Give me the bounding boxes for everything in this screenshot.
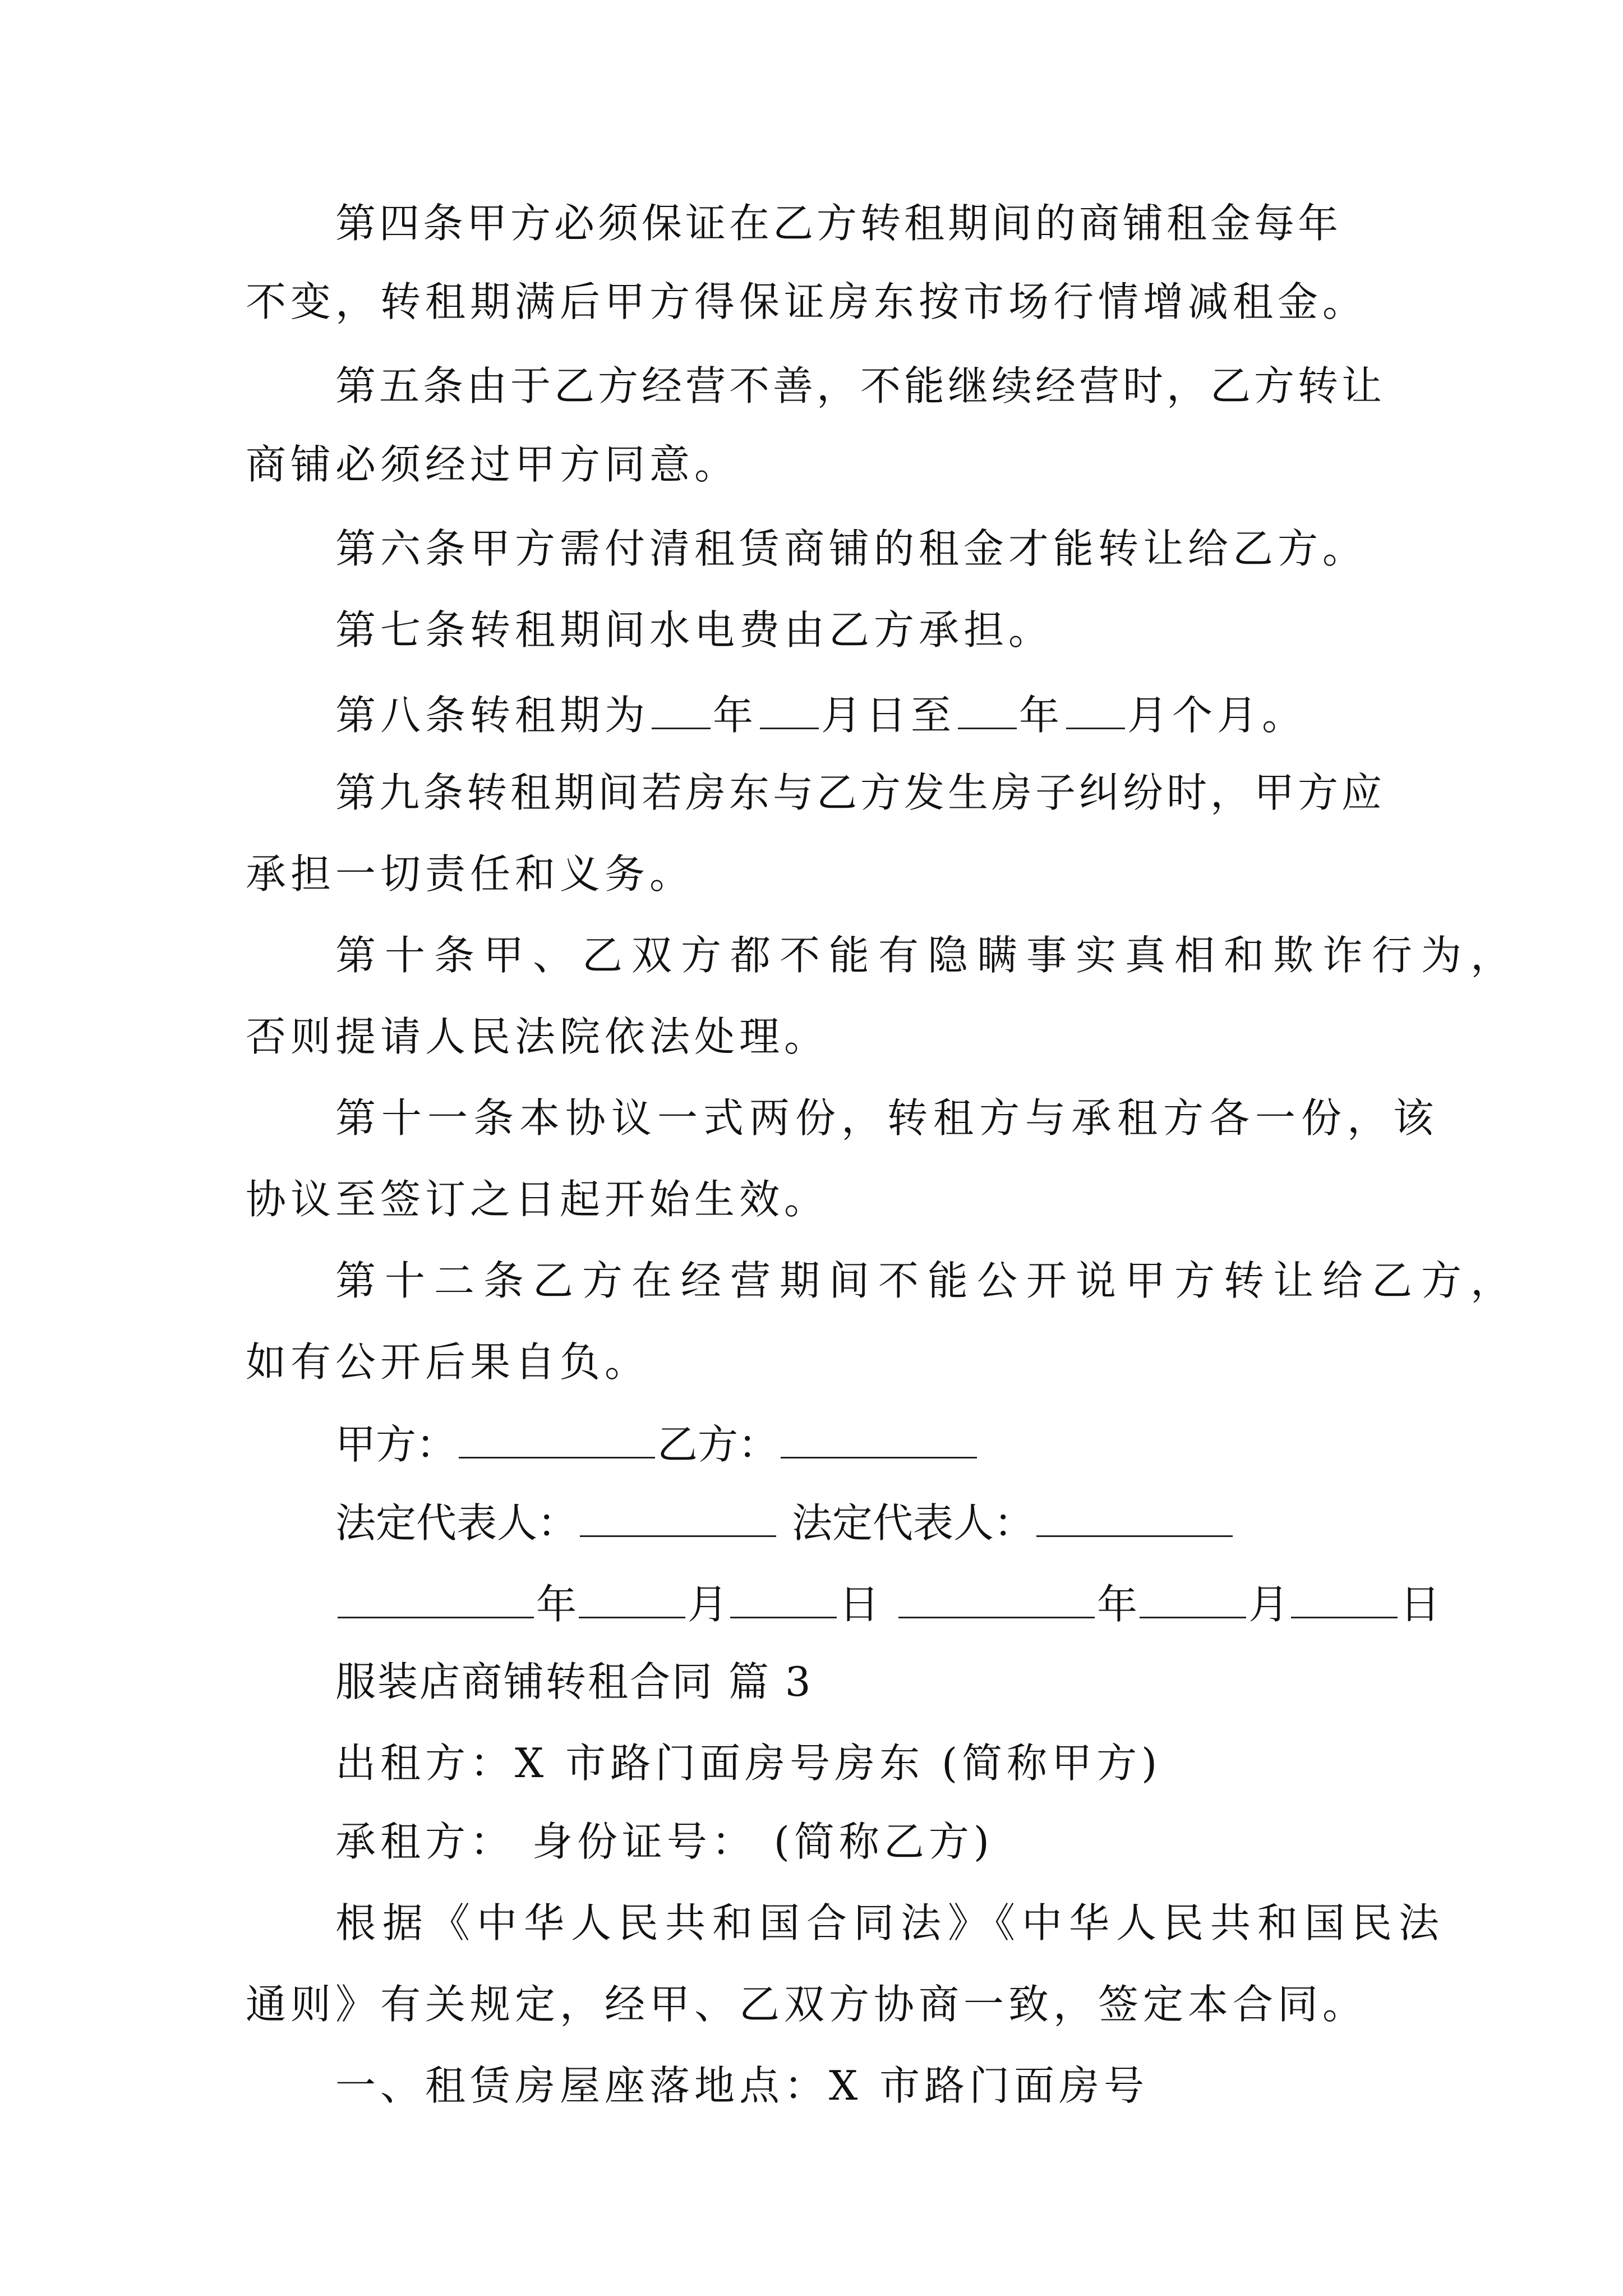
party-a-day-blank xyxy=(730,1580,837,1618)
article-11-line-2: 协议至签订之日起开始生效。 xyxy=(246,1176,829,1223)
article-11-line-1: 第十一条本协议一式两份，转租方与承租方各一份，该 xyxy=(335,1094,1440,1142)
party-b-day-label: 日 xyxy=(1400,1580,1441,1628)
party-b-representative-label: 法定代表人： xyxy=(792,1499,1035,1547)
article-12-line-2: 如有公开后果自负。 xyxy=(246,1338,650,1386)
article-8-year-label: 年 xyxy=(713,691,758,739)
article-4-line-1: 第四条甲方必须保证在乙方转租期间的商铺租金每年 xyxy=(335,200,1342,247)
article-8 xyxy=(335,691,1307,739)
party-a-label: 甲方： xyxy=(335,1420,457,1468)
party-a-month-blank xyxy=(579,1580,685,1618)
article-8-prefix: 第八条转租期为 xyxy=(335,691,650,739)
party-b-representative-blank xyxy=(1036,1499,1233,1537)
article-8-suffix: 月个月。 xyxy=(1127,691,1307,739)
legal-basis-line-1: 根据《中华人民共和国合同法》《中华人民共和国民法 xyxy=(335,1899,1446,1947)
article-8-middle: 月日至 xyxy=(821,691,956,739)
article-7: 第七条转租期间水电费由乙方承担。 xyxy=(335,606,1054,654)
party-signature-row xyxy=(335,1420,979,1468)
article-9-line-1: 第九条转租期间若房东与乙方发生房子纠纷时，甲方应 xyxy=(335,769,1386,816)
blank-month-start xyxy=(760,691,819,729)
rental-location-line: 一、租赁房屋座落地点：X 市路门面房号 xyxy=(335,2062,1149,2109)
party-a-year-label: 年 xyxy=(536,1580,577,1628)
party-b-label: 乙方： xyxy=(657,1420,779,1468)
blank-month-end xyxy=(1066,691,1125,729)
lessor-line: 出租方：X 市路门面房号房东 (简称甲方) xyxy=(335,1740,1162,1787)
legal-representative-row xyxy=(335,1499,1235,1547)
contract-heading-3: 服装店商铺转租合同 篇 3 xyxy=(335,1658,813,1705)
blank-year-start xyxy=(652,691,711,729)
lessee-line: 承租方： 身份证号： (简称乙方) xyxy=(335,1818,994,1865)
party-a-blank xyxy=(459,1420,655,1458)
date-signature-row xyxy=(335,1580,1441,1628)
party-b-blank xyxy=(781,1420,977,1458)
article-10-line-1: 第十条甲、乙双方都不能有隐瞒事实真相和欺诈行为， xyxy=(335,932,1520,979)
party-b-month-label: 月 xyxy=(1248,1580,1289,1628)
blank-year-end xyxy=(958,691,1017,729)
party-b-month-blank xyxy=(1140,1580,1246,1618)
party-b-year-blank xyxy=(898,1580,1095,1618)
article-5-line-2: 商铺必须经过甲方同意。 xyxy=(246,441,740,488)
party-a-representative-label: 法定代表人： xyxy=(335,1499,578,1547)
article-9-line-2: 承担一切责任和义务。 xyxy=(246,850,695,898)
article-4-line-2: 不变，转租期满后甲方得保证房东按市场行情增减租金。 xyxy=(246,278,1368,325)
party-a-representative-blank xyxy=(580,1499,776,1537)
article-8-year-label-2: 年 xyxy=(1019,691,1064,739)
party-a-day-label: 日 xyxy=(839,1580,880,1628)
party-a-year-blank xyxy=(338,1580,534,1618)
article-10-line-2: 否则提请人民法院依法处理。 xyxy=(246,1013,829,1060)
party-b-day-blank xyxy=(1291,1580,1398,1618)
legal-basis-line-2: 通则》有关规定，经甲、乙双方协商一致，签定本合同。 xyxy=(246,1981,1368,2028)
party-b-year-label: 年 xyxy=(1097,1580,1138,1628)
article-6: 第六条甲方需付清租赁商铺的租金才能转让给乙方。 xyxy=(335,525,1368,572)
article-12-line-1: 第十二条乙方在经营期间不能公开说甲方转让给乙方， xyxy=(335,1257,1520,1304)
party-a-month-label: 月 xyxy=(688,1580,728,1628)
article-5-line-1: 第五条由于乙方经营不善，不能继续经营时，乙方转让 xyxy=(335,362,1386,409)
